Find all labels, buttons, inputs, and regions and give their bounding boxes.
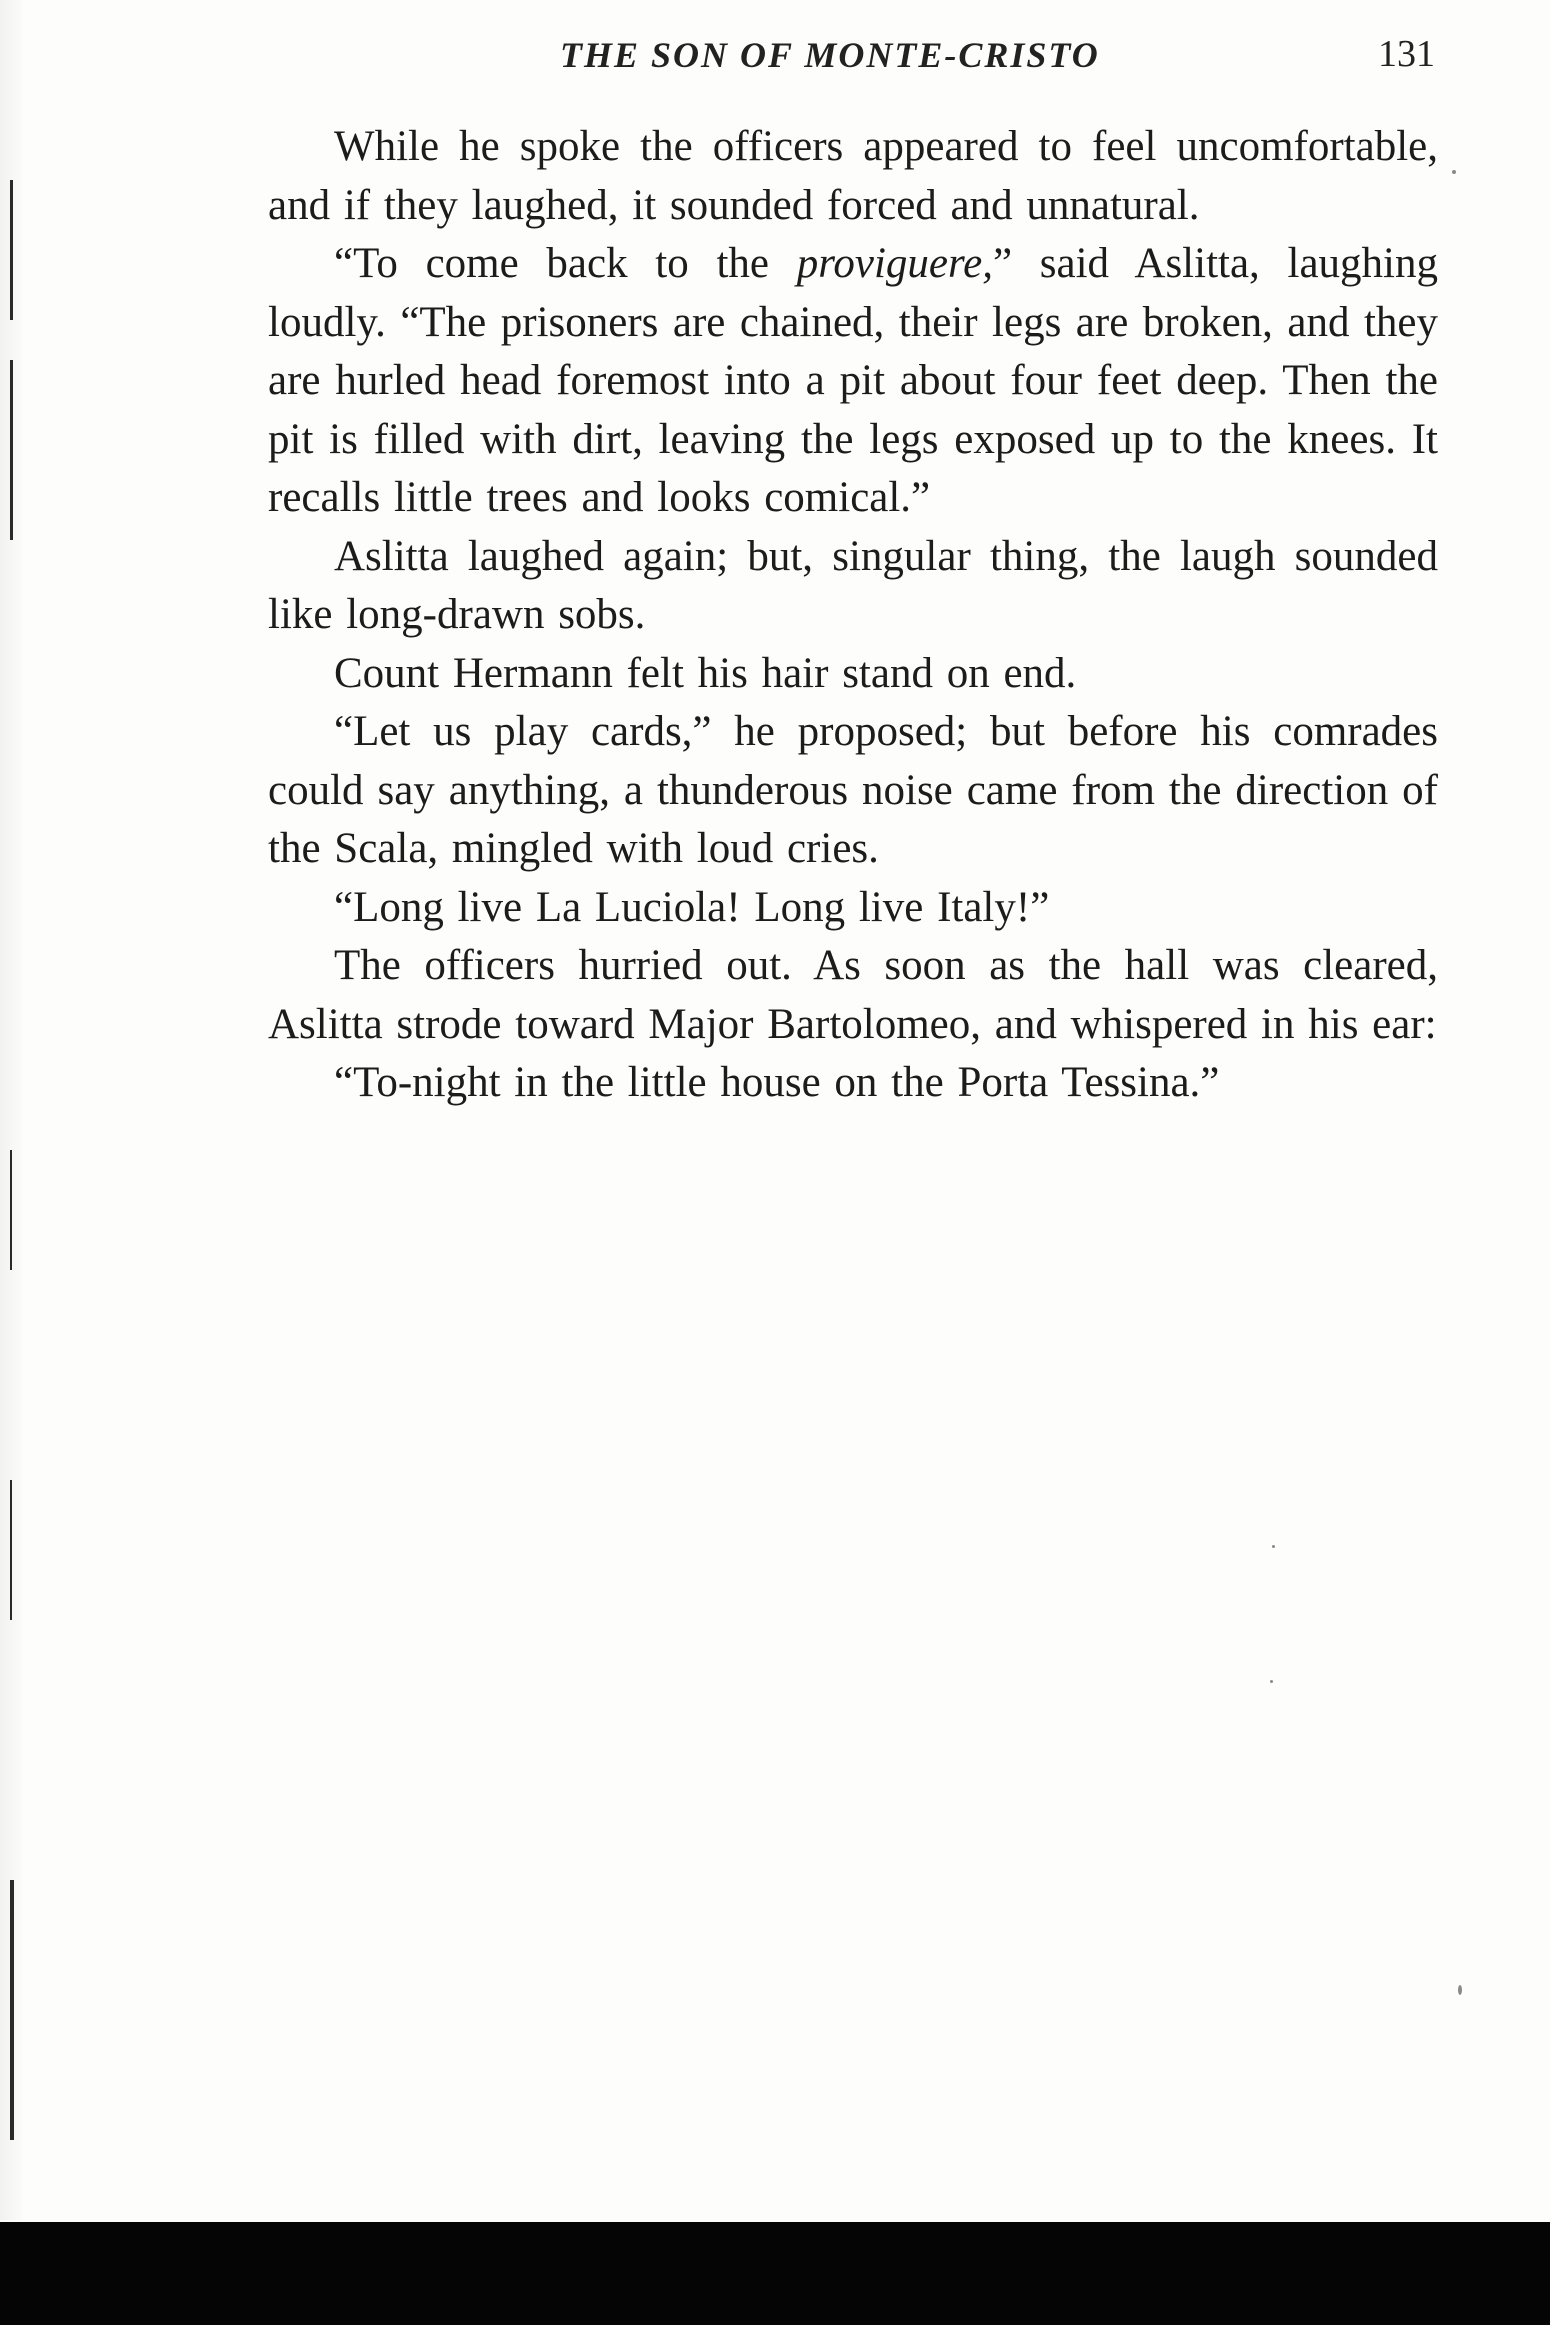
italic-text: proviguere, — [796, 240, 993, 287]
paragraph — [268, 1054, 1438, 1113]
paragraph — [268, 937, 1438, 1054]
text-run: “Long live La Luciola! Long live Italy!” — [334, 883, 1050, 931]
page-number: 131 — [1378, 33, 1435, 75]
paper-speck — [1272, 1545, 1275, 1548]
paragraph — [268, 703, 1438, 879]
page-left-edge — [0, 0, 22, 2220]
paragraph — [268, 645, 1438, 704]
binding-shadow — [10, 360, 13, 540]
text-run: “To come back to the — [334, 240, 797, 287]
text-run: “Let us play cards,” he proposed; but before his comrades could say anything, a thunderous noise came from the direction of the Scala, mingled with loud cries. — [268, 708, 1438, 872]
text-run: The officers hurried out. As soon as the hall was cleared, Aslitta strode toward Major Bartolomeo, and whispered in his ear: — [268, 942, 1438, 1048]
binding-shadow — [10, 1150, 12, 1270]
text-run: ” said Aslitta, laughing loudly. “The prisoners are chained, their legs are broken, and they are hurled head foremost into a pit about four feet deep. Then the pit is filled with dirt, leaving the legs exposed up to the knees. It recalls little trees and looks comical.” — [268, 240, 1438, 521]
paper-speck — [1270, 1680, 1273, 1683]
paragraph — [268, 879, 1438, 938]
paper-speck — [1452, 170, 1456, 174]
binding-shadow — [10, 180, 13, 320]
paragraph — [268, 528, 1438, 645]
paragraph — [268, 235, 1438, 528]
text-run: “To-night in the little house on the Porta Tessina.” — [334, 1059, 1220, 1106]
scan-bottom-border — [0, 2222, 1550, 2325]
paragraph — [268, 118, 1438, 235]
running-head: THE SON OF MONTE-CRISTO — [560, 35, 1100, 75]
text-run: Aslitta laughed again; but, singular thing, the laugh sounded like long-drawn sobs. — [268, 532, 1438, 638]
binding-shadow — [10, 1480, 12, 1620]
text-run: Count Hermann felt his hair stand on end. — [334, 649, 1077, 697]
paper-speck — [1458, 1985, 1462, 1995]
body-text — [268, 118, 1438, 1113]
text-run: While he spoke the officers appeared to feel uncomfortable, and if they laughed, it sounded forced and unnatural. — [268, 123, 1438, 229]
binding-shadow — [10, 1880, 14, 2140]
